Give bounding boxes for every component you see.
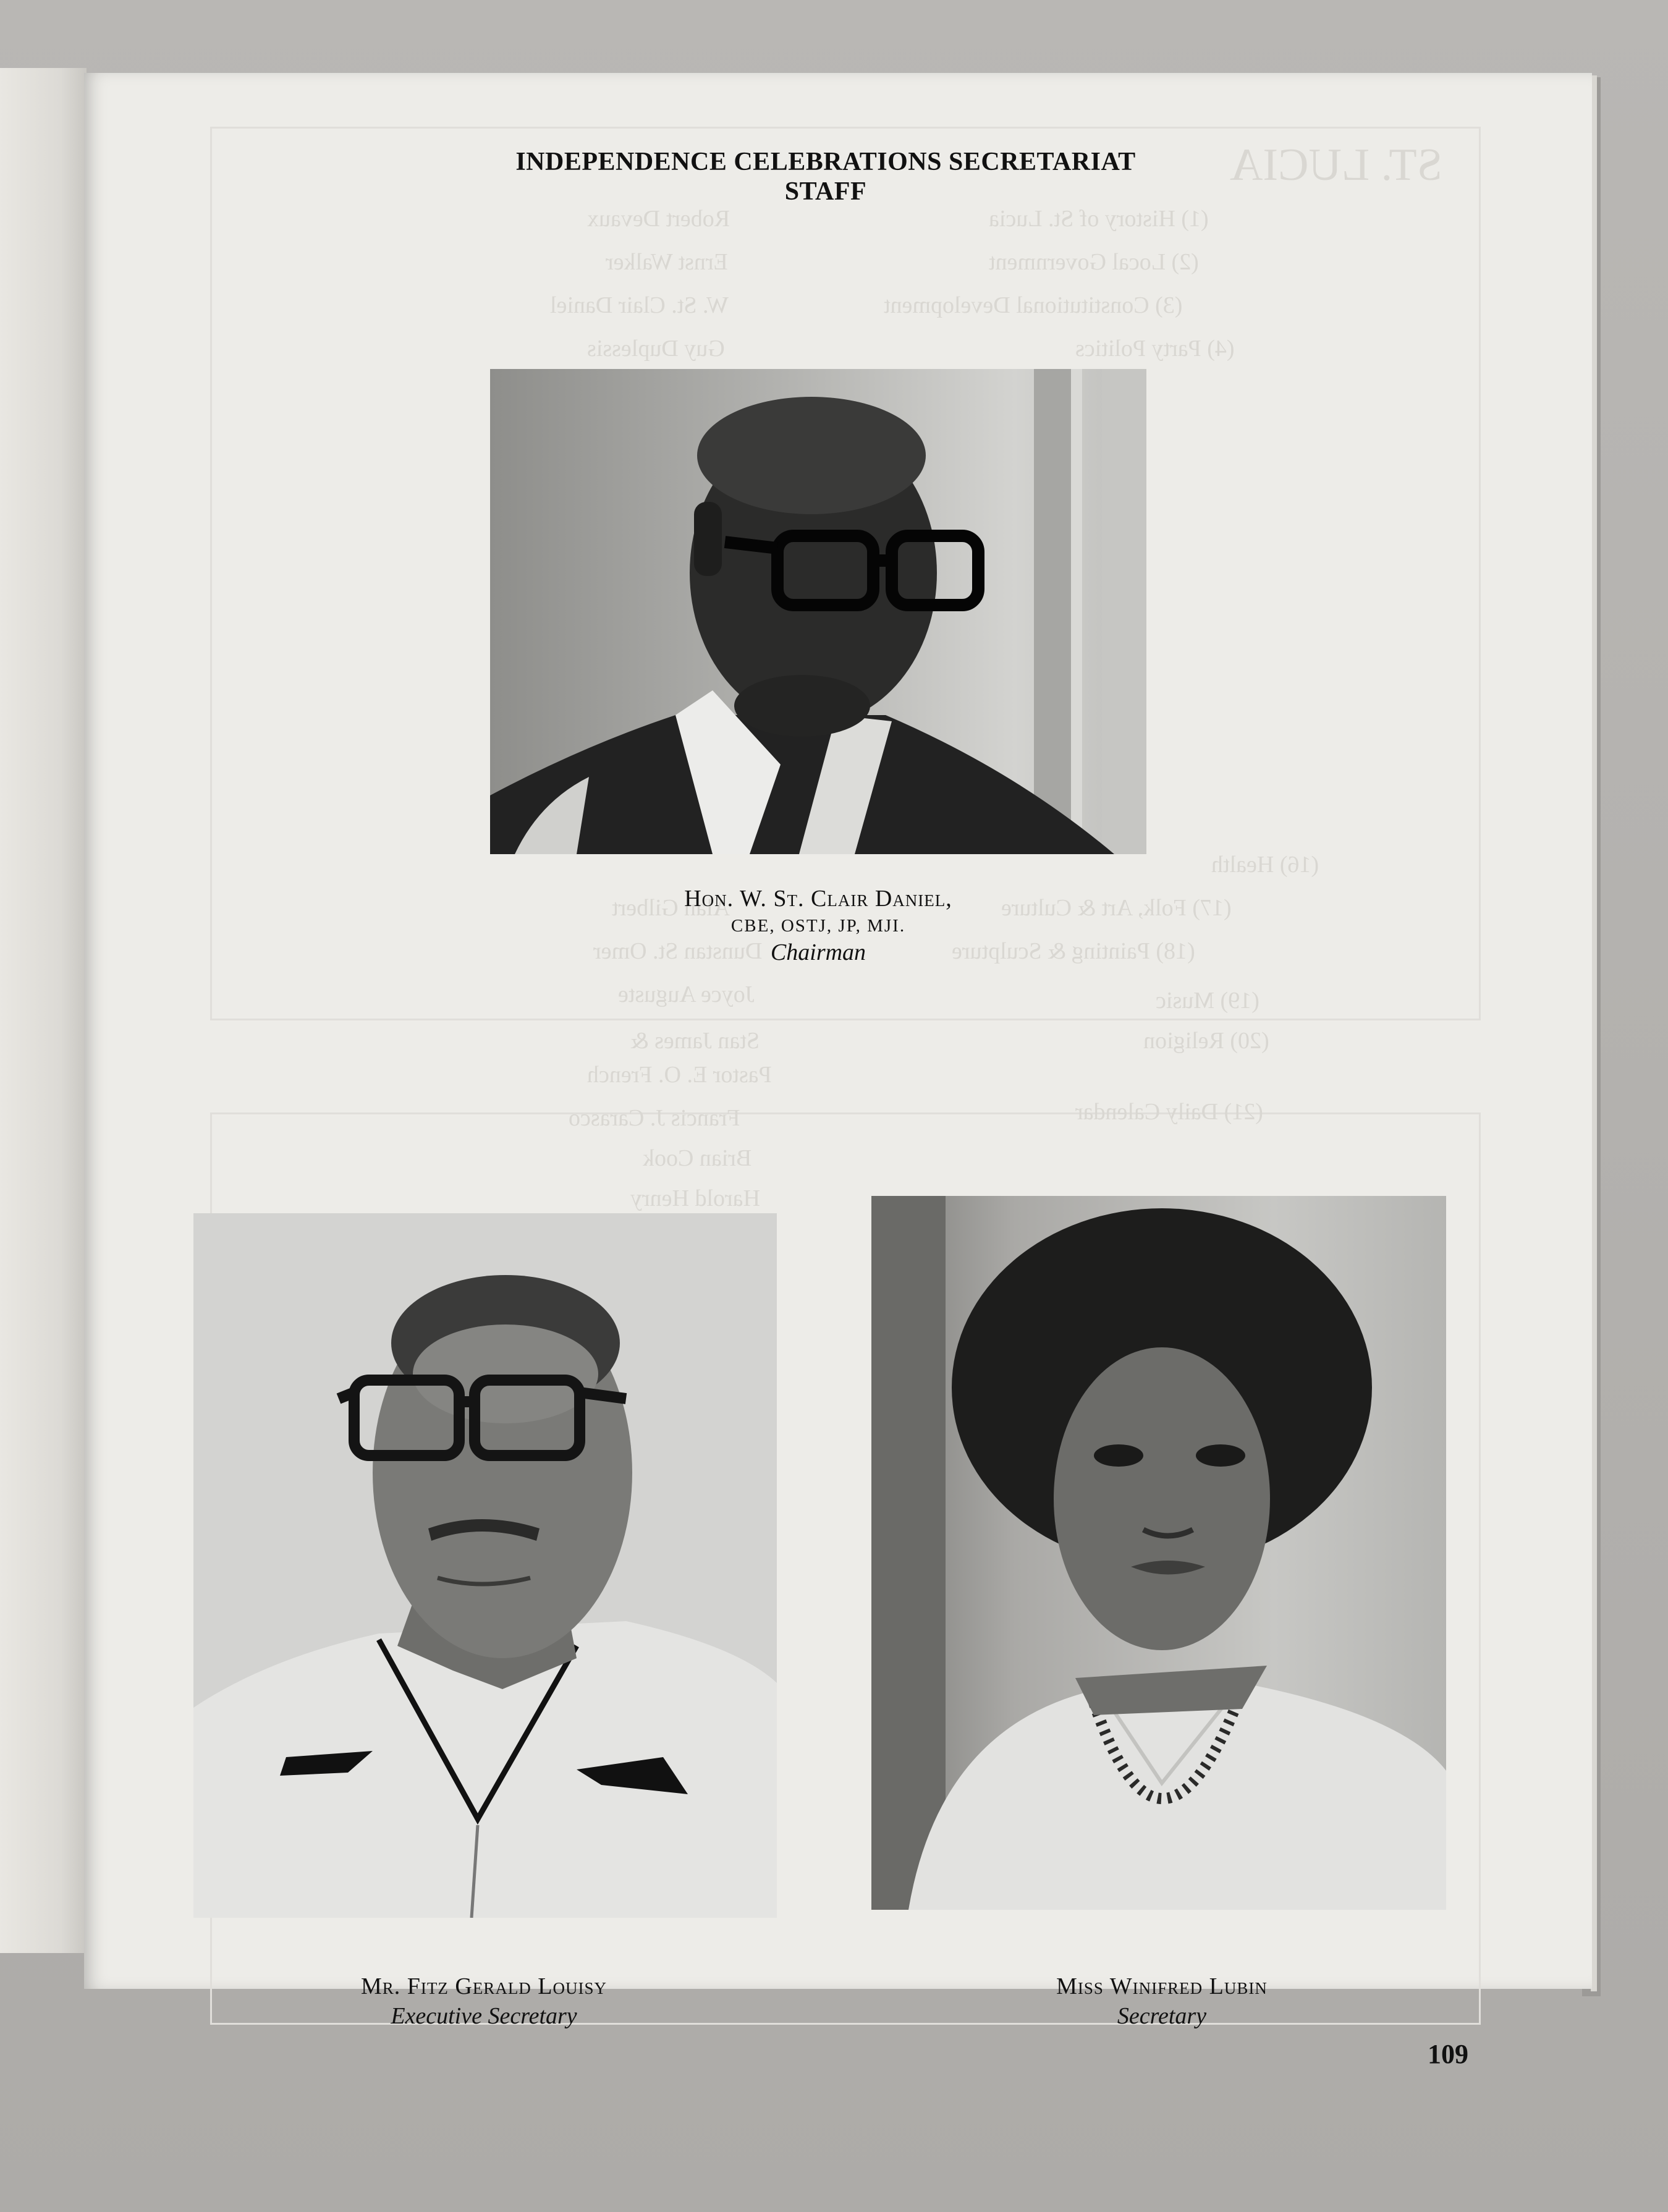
bleed-text: Brian Cook: [643, 1145, 752, 1171]
bleed-text: (2) Local Government: [989, 249, 1199, 275]
bleed-text: Guy Duplessis: [587, 336, 725, 362]
bleed-text: Alan Gilbert: [612, 895, 730, 921]
bleed-text: Dunstan St. Omer: [593, 938, 763, 964]
previous-page-edge: [0, 68, 87, 1953]
page-number: 109: [1428, 2039, 1468, 2069]
chairman-honors: CBE, OSTJ, JP, MJI.: [730, 916, 906, 936]
bleed-text: Harold Henry: [630, 1185, 760, 1211]
bleed-text: (3) Constitutional Development: [884, 292, 1183, 318]
bleed-text: (18) Painting & Sculpture: [952, 938, 1195, 964]
executive-secretary-photo: [193, 1213, 777, 1918]
secretary-portrait: [871, 1196, 1446, 1910]
bleed-text: Pastor E. O. French: [587, 1062, 772, 1088]
bleed-text: Robert Devaux: [587, 206, 730, 232]
secretary-caption: [915, 1973, 1409, 2030]
executive-secretary-role: Executive Secretary: [391, 2003, 577, 2029]
secretary-role: Secretary: [1117, 2003, 1207, 2029]
page-heading: INDEPENDENCE CELEBRATIONS SECRETARIAT: [515, 148, 1136, 176]
chairman-photo: [490, 369, 1146, 854]
chairman-caption: [552, 885, 1085, 966]
secretary-photo: [871, 1196, 1446, 1910]
bleed-text: (19) Music: [1156, 988, 1259, 1014]
executive-secretary-portrait: [193, 1213, 777, 1918]
bleed-text: (20) Religion: [1143, 1028, 1269, 1054]
bleed-text: Joyce Auguste: [618, 981, 755, 1007]
chairman-portrait: [490, 369, 1146, 854]
secretary-name: Miss Winifred Lubin: [1056, 1973, 1268, 1999]
chairman-role: Chairman: [770, 939, 866, 965]
chairman-name: Hon. W. St. Clair Daniel,: [684, 886, 952, 912]
bleed-text: W. St. Clair Daniel: [550, 292, 729, 318]
bleed-text: (1) History of St. Lucia: [989, 206, 1209, 232]
bleed-text: (21) Daily Calendar: [1075, 1099, 1263, 1125]
bleed-text: Ernst Walker: [606, 249, 728, 275]
executive-secretary-name: Mr. Fitz Gerald Louisy: [360, 1973, 608, 1999]
bleed-text: Stan James &: [630, 1028, 760, 1054]
executive-secretary-caption: [237, 1973, 731, 2030]
bleed-text: ST. LUCIA: [1230, 140, 1442, 190]
bleed-text: (16) Health: [1211, 852, 1319, 878]
bleed-text: (4) Party Politics: [1075, 336, 1235, 362]
bleed-text: Francis J. Carasco: [569, 1105, 740, 1131]
bleed-text: (17) Folk, Art & Culture: [1001, 895, 1232, 921]
page-subheading: STAFF: [784, 177, 867, 206]
